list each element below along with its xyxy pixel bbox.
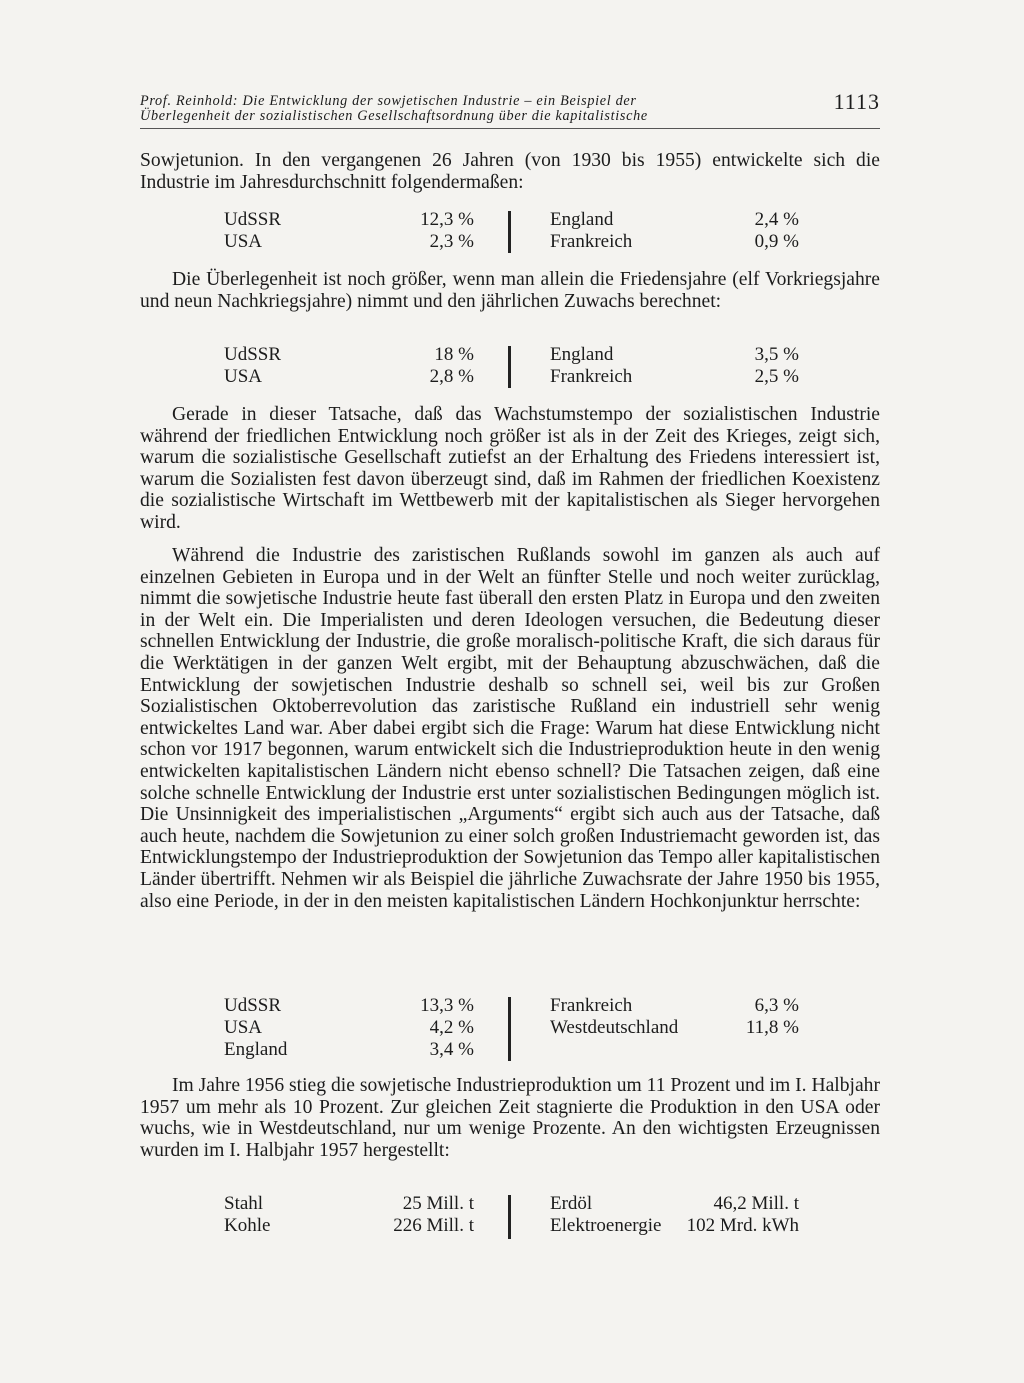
table-row: UdSSR 13,3 % Frankreich 6,3 % (224, 995, 799, 1016)
table-peace-years (224, 344, 824, 388)
table-row: USA 4,2 % Westdeutschland 11,8 % (224, 1017, 799, 1038)
paragraph-industrial-development: Während die Industrie des zaristischen Rußlands sowohl im ganzen als auch auf einzelnen Gebieten in Europa und in der Welt an fünfter Stelle und noch weiter zurücklag, nimmt die sowjetische Industrie heute fast überall den ersten Platz in Europa und den zweiten in der Welt ein. Die Imperialisten und deren Ideologen versuchen, die Bedeutung dieser schnellen Entwicklung der Industrie, die große moralisch-politische Kraft, die sich daraus für die Werktätigen in der ganzen Welt ergibt, mit der Behauptung abzuschwächen, daß die Entwicklung der sowjetischen Industrie deshalb so schnell sei, weil bis zur Großen Sozialistischen Oktoberrevolution das zaristische Rußland ein industriell sehr wenig entwickeltes Land war. Aber dabei ergibt sich die Frage: Warum hat diese Entwicklung nicht schon vor 1917 begonnen, warum entwickelt sich die Industrieproduktion heute in den wenig entwickelten kapitalistischen Ländern nicht ebenso schnell? Die Tatsachen zeigen, daß eine solche schnelle Entwicklung der Industrie erst unter sozialistischen Bedingungen möglich ist. Die Unsinnigkeit des imperialistischen „Arguments“ ergibt sich auch aus der Tatsache, daß auch heute, nachdem die Sowjetunion zu einer solch großen Industriemacht geworden ist, das Entwicklungstempo der Industrieproduktion der Sowjetunion das Tempo aller kapitalistischen Länder übertrifft. Nehmen wir als Beispiel die jährliche Zuwachsrate der Jahre 1950 bis 1955, also eine Periode, in der in den meisten kapitalistischen Ländern Hochkonjunktur herrschte: (140, 545, 880, 912)
paragraph-1956-production: Im Jahre 1956 stieg die sowjetische Industrieproduktion um 11 Prozent und im I. Halbjahr 1957 um mehr als 10 Prozent. Zur gleichen Zeit stagnierte die Produktion in den USA oder wuchs, wie in Westdeutschland, nur um wenige Prozente. An den wichtigsten Erzeugnissen wurden im I. Halbjahr 1957 hergestellt: (140, 1075, 880, 1161)
table-row: England 3,4 % (224, 1039, 474, 1060)
table-row: Stahl 25 Mill. t Erdöl 46,2 Mill. t (224, 1193, 799, 1214)
table-row: USA 2,3 % Frankreich 0,9 % (224, 231, 799, 252)
table-growth-1950-1955 (224, 995, 824, 1061)
running-header (140, 89, 880, 129)
page-number: 1113 (833, 89, 880, 114)
table-row: Kohle 226 Mill. t Elektroenergie 102 Mrd. kWh (224, 1215, 799, 1236)
table-row: UdSSR 12,3 % England 2,4 % (224, 209, 799, 230)
table-row: USA 2,8 % Frankreich 2,5 % (224, 366, 799, 387)
header-line-1: Prof. Reinhold: Die Entwicklung der sowjetischen Industrie – ein Beispiel der (140, 93, 637, 109)
table-growth-1930-1955 (224, 209, 824, 253)
intro-paragraph: Sowjetunion. In den vergangenen 26 Jahren (von 1930 bis 1955) entwickelte sich die Industrie im Jahresdurchschnitt folgendermaßen: (140, 150, 880, 193)
table-row: UdSSR 18 % England 3,5 % (224, 344, 799, 365)
paragraph-peace-years: Die Überlegenheit ist noch größer, wenn man allein die Friedensjahre (elf Vorkriegsjahre und neun Nachkriegsjahre) nimmt und den jährlichen Zuwachs berechnet: (140, 269, 880, 312)
header-line-2: Überlegenheit der sozialistischen Gesellschaftsordnung über die kapitalistische (140, 108, 648, 124)
table-production-1957 (224, 1193, 824, 1237)
paragraph-peace-interest: Gerade in dieser Tatsache, daß das Wachstumstempo der sozialistischen Industrie während der friedlichen Entwicklung noch größer ist als in der Zeit des Krieges, zeigt sich, warum die sozialistische Gesellschaft zutiefst an der Erhaltung des Friedens interessiert ist, warum die Sozialisten fest davon überzeugt sind, daß im Rahmen der friedlichen Koexistenz die sozialistische Wirtschaft im Wettbewerb mit der kapitalistischen als Sieger hervorgehen wird. (140, 404, 880, 533)
